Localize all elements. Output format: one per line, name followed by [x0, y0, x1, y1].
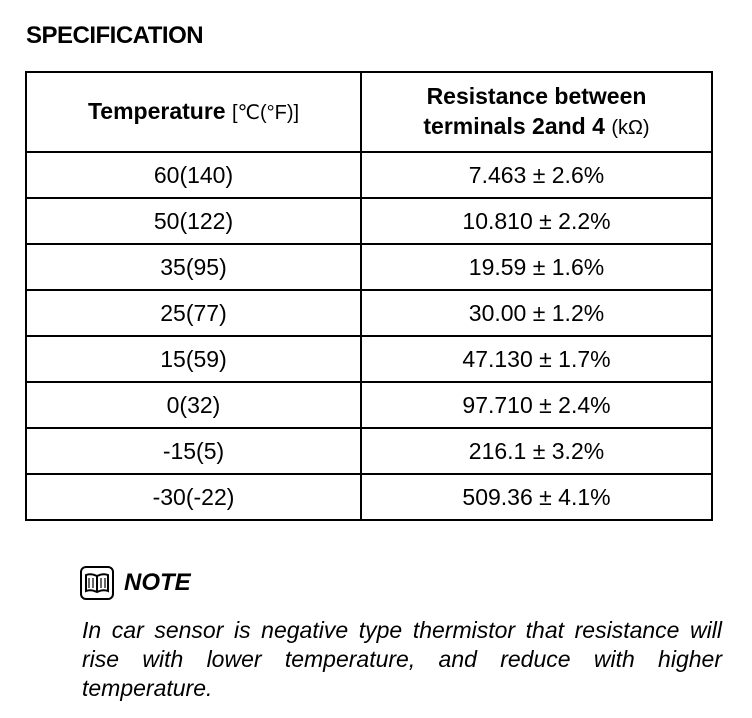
- table-header-row: [26, 72, 712, 152]
- note-text: In car sensor is negative type thermistor that resistance will rise with lower temperature, and reduce with higher temperature.: [82, 617, 722, 701]
- resistance-header-line2: terminals 2and 4: [423, 113, 605, 139]
- temperature-header-unit: [℃(°F)]: [231, 102, 300, 124]
- note-heading: [80, 566, 191, 600]
- temperature-cell: -15(5): [26, 428, 361, 474]
- resistance-cell: 509.36 ± 4.1%: [361, 474, 712, 520]
- table-row: [26, 152, 712, 198]
- resistance-cell: 216.1 ± 3.2%: [361, 428, 712, 474]
- temperature-cell: 25(77): [26, 290, 361, 336]
- note-label: NOTE: [124, 569, 191, 596]
- temperature-cell: -30(-22): [26, 474, 361, 520]
- table-row: [26, 244, 712, 290]
- resistance-header-unit: (kΩ): [611, 117, 650, 139]
- resistance-cell: 30.00 ± 1.2%: [361, 290, 712, 336]
- table-row: [26, 336, 712, 382]
- temperature-header: [26, 72, 361, 152]
- resistance-cell: 47.130 ± 1.7%: [361, 336, 712, 382]
- specification-table: [25, 71, 713, 521]
- page-title: SPECIFICATION: [26, 22, 204, 49]
- temperature-cell: 60(140): [26, 152, 361, 198]
- resistance-cell: 7.463 ± 2.6%: [361, 152, 712, 198]
- temperature-header-label: Temperature: [87, 98, 226, 124]
- table-row: [26, 198, 712, 244]
- book-icon: [80, 566, 114, 600]
- temperature-cell: 50(122): [26, 198, 361, 244]
- table-row: [26, 382, 712, 428]
- resistance-cell: 10.810 ± 2.2%: [361, 198, 712, 244]
- resistance-header-line1: Resistance between: [426, 83, 647, 109]
- table-row: [26, 428, 712, 474]
- resistance-cell: 19.59 ± 1.6%: [361, 244, 712, 290]
- temperature-cell: 35(95): [26, 244, 361, 290]
- temperature-cell: 15(59): [26, 336, 361, 382]
- table-row: [26, 290, 712, 336]
- resistance-cell: 97.710 ± 2.4%: [361, 382, 712, 428]
- table-row: [26, 474, 712, 520]
- resistance-header: [361, 72, 712, 152]
- temperature-cell: 0(32): [26, 382, 361, 428]
